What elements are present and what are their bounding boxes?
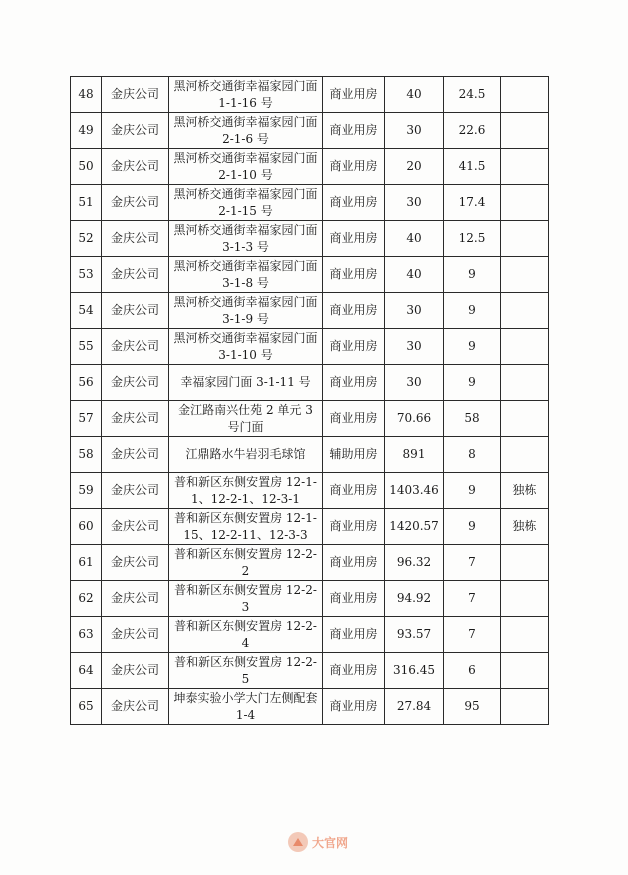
cell-address: 黑河桥交通街幸福家园门面 2-1-6 号 (169, 113, 323, 149)
cell-company: 金庆公司 (102, 221, 169, 257)
cell-note (501, 617, 549, 653)
cell-address: 幸福家园门面 3-1-11 号 (169, 365, 323, 401)
cell-address: 普和新区东侧安置房 12-2-4 (169, 617, 323, 653)
cell-company: 金庆公司 (102, 185, 169, 221)
cell-company: 金庆公司 (102, 617, 169, 653)
cell-note (501, 365, 549, 401)
cell-usage: 商业用房 (323, 149, 385, 185)
cell-price: 9 (444, 257, 501, 293)
cell-company: 金庆公司 (102, 149, 169, 185)
cell-note (501, 689, 549, 725)
cell-usage: 商业用房 (323, 473, 385, 509)
cell-company: 金庆公司 (102, 545, 169, 581)
table-row (71, 689, 549, 725)
table-row (71, 545, 549, 581)
cell-area: 316.45 (385, 653, 444, 689)
cell-note (501, 149, 549, 185)
table-row (71, 509, 549, 545)
table-row (71, 401, 549, 437)
cell-usage: 商业用房 (323, 365, 385, 401)
cell-number: 52 (71, 221, 102, 257)
cell-company: 金庆公司 (102, 401, 169, 437)
cell-number: 53 (71, 257, 102, 293)
table-row (71, 113, 549, 149)
cell-usage: 商业用房 (323, 77, 385, 113)
table-row (71, 365, 549, 401)
cell-price: 7 (444, 545, 501, 581)
cell-usage: 商业用房 (323, 653, 385, 689)
cell-number: 50 (71, 149, 102, 185)
cell-area: 27.84 (385, 689, 444, 725)
cell-address: 黑河桥交通街幸福家园门面 3-1-9 号 (169, 293, 323, 329)
cell-area: 1403.46 (385, 473, 444, 509)
cell-usage: 商业用房 (323, 509, 385, 545)
cell-area: 40 (385, 257, 444, 293)
cell-address: 黑河桥交通街幸福家园门面 1-1-16 号 (169, 77, 323, 113)
cell-note (501, 401, 549, 437)
cell-price: 95 (444, 689, 501, 725)
cell-usage: 商业用房 (323, 581, 385, 617)
cell-usage: 商业用房 (323, 293, 385, 329)
cell-number: 64 (71, 653, 102, 689)
table-row (71, 149, 549, 185)
cell-address: 江鼎路水牛岩羽毛球馆 (169, 437, 323, 473)
cell-number: 58 (71, 437, 102, 473)
table-row (71, 473, 549, 509)
cell-price: 17.4 (444, 185, 501, 221)
cell-area: 94.92 (385, 581, 444, 617)
cell-area: 40 (385, 77, 444, 113)
cell-number: 55 (71, 329, 102, 365)
cell-address: 黑河桥交通街幸福家园门面 2-1-10 号 (169, 149, 323, 185)
cell-usage: 商业用房 (323, 185, 385, 221)
cell-note (501, 653, 549, 689)
cell-area: 70.66 (385, 401, 444, 437)
cell-price: 24.5 (444, 77, 501, 113)
table-row (71, 653, 549, 689)
cell-note: 独栋 (501, 509, 549, 545)
cell-number: 56 (71, 365, 102, 401)
cell-price: 8 (444, 437, 501, 473)
cell-price: 12.5 (444, 221, 501, 257)
cell-usage: 商业用房 (323, 257, 385, 293)
cell-number: 63 (71, 617, 102, 653)
cell-usage: 商业用房 (323, 617, 385, 653)
cell-area: 30 (385, 365, 444, 401)
table-row (71, 293, 549, 329)
cell-address: 普和新区东侧安置房 12-2-3 (169, 581, 323, 617)
cell-note (501, 257, 549, 293)
cell-company: 金庆公司 (102, 581, 169, 617)
cell-area: 40 (385, 221, 444, 257)
table-row (71, 581, 549, 617)
cell-company: 金庆公司 (102, 365, 169, 401)
cell-price: 7 (444, 581, 501, 617)
cell-price: 9 (444, 473, 501, 509)
cell-usage: 商业用房 (323, 401, 385, 437)
table-row (71, 257, 549, 293)
watermark (288, 832, 348, 852)
cell-company: 金庆公司 (102, 653, 169, 689)
cell-note (501, 545, 549, 581)
cell-address: 黑河桥交通街幸福家园门面 3-1-3 号 (169, 221, 323, 257)
table-row (71, 185, 549, 221)
cell-note (501, 77, 549, 113)
property-table (70, 76, 549, 725)
cell-company: 金庆公司 (102, 473, 169, 509)
cell-number: 62 (71, 581, 102, 617)
table-row (71, 329, 549, 365)
cell-price: 41.5 (444, 149, 501, 185)
cell-usage: 商业用房 (323, 689, 385, 725)
table-row (71, 617, 549, 653)
cell-company: 金庆公司 (102, 293, 169, 329)
cell-number: 65 (71, 689, 102, 725)
cell-address: 黑河桥交通街幸福家园门面 3-1-8 号 (169, 257, 323, 293)
cell-price: 22.6 (444, 113, 501, 149)
cell-number: 61 (71, 545, 102, 581)
cell-price: 9 (444, 509, 501, 545)
cell-note (501, 113, 549, 149)
cell-address: 普和新区东侧安置房 12-2-5 (169, 653, 323, 689)
cell-address: 坤泰实验小学大门左侧配套 1-4 (169, 689, 323, 725)
cell-company: 金庆公司 (102, 257, 169, 293)
cell-price: 6 (444, 653, 501, 689)
cell-company: 金庆公司 (102, 509, 169, 545)
cell-price: 7 (444, 617, 501, 653)
cell-note (501, 185, 549, 221)
watermark-text: 大官网 (312, 835, 349, 850)
cell-address: 普和新区东侧安置房 12-1-15、12-2-11、12-3-3 (169, 509, 323, 545)
cell-address: 金江路南兴仕苑 2 单元 3 号门面 (169, 401, 323, 437)
cell-price: 9 (444, 329, 501, 365)
cell-usage: 辅助用房 (323, 437, 385, 473)
table-row (71, 221, 549, 257)
table-body (71, 77, 549, 725)
cell-address: 黑河桥交通街幸福家园门面 3-1-10 号 (169, 329, 323, 365)
cell-company: 金庆公司 (102, 77, 169, 113)
cell-note (501, 221, 549, 257)
cell-note (501, 293, 549, 329)
cell-company: 金庆公司 (102, 329, 169, 365)
cell-company: 金庆公司 (102, 437, 169, 473)
cell-usage: 商业用房 (323, 329, 385, 365)
cell-number: 54 (71, 293, 102, 329)
cell-price: 58 (444, 401, 501, 437)
table-row (71, 77, 549, 113)
cell-usage: 商业用房 (323, 545, 385, 581)
cell-area: 30 (385, 113, 444, 149)
cell-area: 93.57 (385, 617, 444, 653)
cell-address: 黑河桥交通街幸福家园门面 2-1-15 号 (169, 185, 323, 221)
cell-company: 金庆公司 (102, 113, 169, 149)
cell-note (501, 437, 549, 473)
cell-company: 金庆公司 (102, 689, 169, 725)
mountain-logo-icon (288, 832, 308, 852)
cell-number: 48 (71, 77, 102, 113)
cell-area: 30 (385, 329, 444, 365)
cell-area: 1420.57 (385, 509, 444, 545)
cell-area: 891 (385, 437, 444, 473)
cell-area: 20 (385, 149, 444, 185)
cell-number: 57 (71, 401, 102, 437)
cell-number: 49 (71, 113, 102, 149)
cell-area: 30 (385, 293, 444, 329)
cell-area: 30 (385, 185, 444, 221)
cell-usage: 商业用房 (323, 113, 385, 149)
cell-number: 59 (71, 473, 102, 509)
cell-note: 独栋 (501, 473, 549, 509)
cell-address: 普和新区东侧安置房 12-1-1、12-2-1、12-3-1 (169, 473, 323, 509)
cell-usage: 商业用房 (323, 221, 385, 257)
cell-note (501, 581, 549, 617)
cell-note (501, 329, 549, 365)
table-row (71, 437, 549, 473)
cell-number: 60 (71, 509, 102, 545)
cell-price: 9 (444, 293, 501, 329)
cell-area: 96.32 (385, 545, 444, 581)
cell-number: 51 (71, 185, 102, 221)
cell-address: 普和新区东侧安置房 12-2-2 (169, 545, 323, 581)
cell-price: 9 (444, 365, 501, 401)
